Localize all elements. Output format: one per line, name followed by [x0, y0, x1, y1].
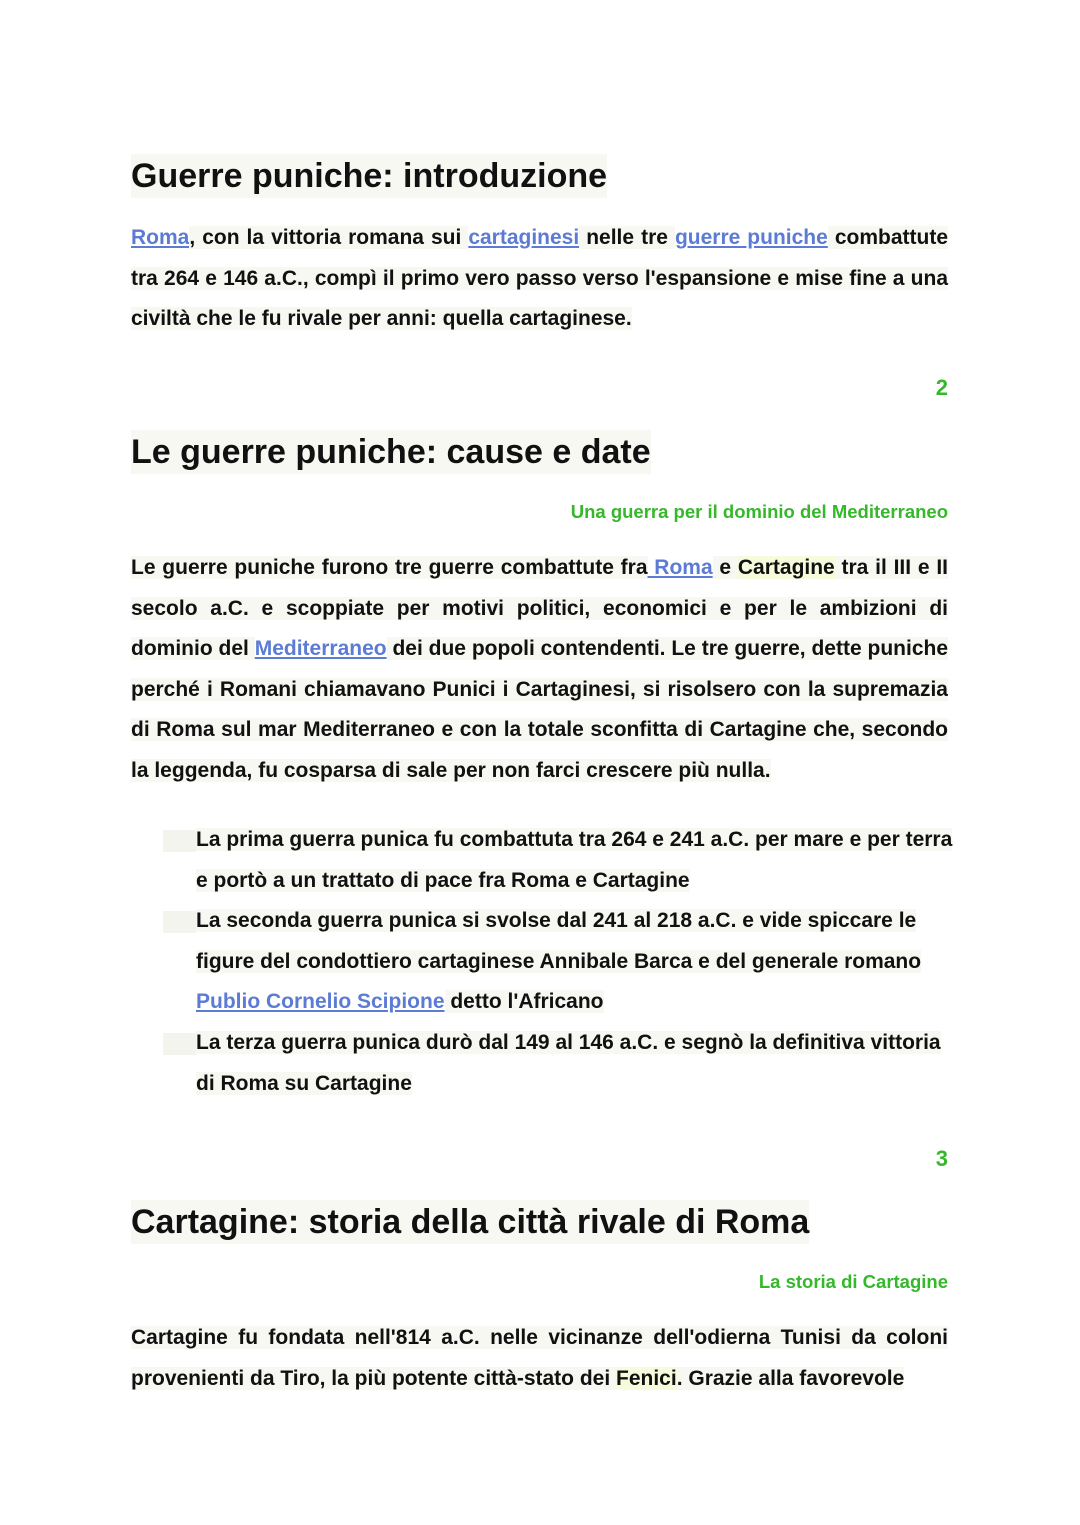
text: nelle tre [579, 226, 675, 249]
paragraph-cartagine [131, 1318, 948, 1399]
list-item-terza-guerra [163, 1023, 953, 1104]
list-item-text: detto l'Africano [444, 990, 604, 1014]
link-guerre-puniche[interactable]: guerre puniche [674, 226, 828, 249]
text: e [712, 556, 738, 579]
page-number-2: 2 [935, 375, 948, 400]
highlight-fenici: Fenici [616, 1366, 677, 1390]
list-item-prima-guerra [163, 820, 953, 901]
section-subtitle-storia: La storia di Cartagine [758, 1271, 948, 1292]
bullet-marker [163, 830, 196, 852]
link-roma[interactable]: Roma [131, 226, 190, 249]
text: tra il III e II secolo a.C. e scoppiate per motivi politici, economici e per le ambizioni di dominio del [131, 556, 948, 661]
page-number-3: 3 [935, 1146, 948, 1171]
section-title-introduzione: Guerre puniche: introduzione [131, 154, 607, 198]
list-item-text: La terza guerra punica durò dal 149 al 146 a.C. e segnò la definitiva vittoria di Roma su Cartagine [196, 1030, 941, 1095]
paragraph-cause-date [131, 548, 948, 792]
highlight-cartagine: Cartagine [737, 556, 835, 579]
text: Le guerre puniche furono tre guerre combattute fra [131, 556, 648, 579]
bullet-marker [163, 1033, 196, 1055]
link-roma-2[interactable]: Roma [647, 556, 713, 579]
link-scipione[interactable]: Publio Cornelio Scipione [196, 990, 445, 1014]
section-title-cartagine: Cartagine: storia della città rivale di Roma [131, 1200, 809, 1244]
list-item-text: La prima guerra punica fu combattuta tra 264 e 241 a.C. per mare e per terra e portò a un trattato di pace fra Roma e Cartagine [196, 828, 953, 892]
list-item-text: La seconda guerra punica si svolse dal 241 al 218 a.C. e vide spiccare le figure del condottiero cartaginese Annibale Barca e del generale romano [196, 909, 922, 973]
list-item-seconda-guerra [163, 901, 953, 1023]
bullet-marker [163, 911, 196, 933]
text: , con la vittoria romana sui [189, 226, 469, 249]
link-cartaginesi[interactable]: cartaginesi [468, 226, 580, 249]
text: Cartagine fu fondata nell'814 a.C. nelle vicinanze dell'odierna Tunisi da coloni provenienti da Tiro, la più potente città-stato dei [131, 1326, 948, 1390]
text: combattute tra 264 e 146 a.C., compì il primo vero passo verso l'espansione e mise fine a una civiltà che le fu rivale per anni: quella cartaginese. [131, 226, 948, 331]
section-title-cause-date: Le guerre puniche: cause e date [131, 430, 651, 474]
text: . Grazie alla favorevole [676, 1366, 905, 1390]
link-mediterraneo[interactable]: Mediterraneo [254, 637, 387, 661]
text: dei due popoli contendenti. Le tre guerre, dette puniche perché i Romani chiamavano Punici i Cartaginesi, si risolsero con la supremazia di Roma sul mar Mediterraneo e con la totale sconfitta di Cartagine che, secondo la leggenda, fu cosparsa di sale per non farci crescere più nulla. [131, 637, 949, 782]
section-subtitle-mediterraneo: Una guerra per il dominio del Mediterraneo [570, 501, 948, 522]
bullet-list-guerre [163, 820, 953, 1104]
paragraph-introduzione [131, 218, 948, 340]
